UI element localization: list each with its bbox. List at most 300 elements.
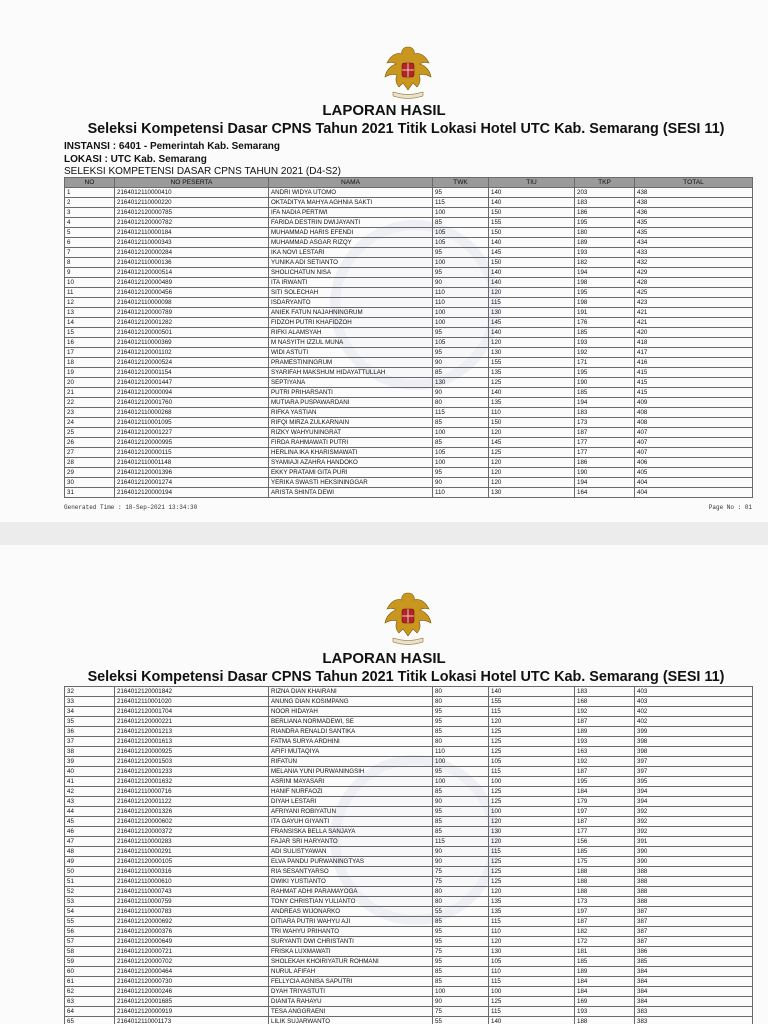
- cell-total: 436: [635, 208, 753, 218]
- cell-nama: EKKY PRATAMI GITA PURI: [269, 468, 433, 478]
- table-row: [65, 967, 753, 977]
- cell-total: 390: [635, 857, 753, 867]
- cell-no: 16: [65, 338, 115, 348]
- cell-tiu: 120: [489, 887, 575, 897]
- cell-nama: RIZKY WAHYUNINGRAT: [269, 428, 433, 438]
- cell-tkp: 185: [575, 328, 635, 338]
- table-row: [65, 1007, 753, 1017]
- cell-no-peserta: 2164012120001326: [115, 807, 269, 817]
- cell-tkp: 175: [575, 857, 635, 867]
- cell-tiu: 140: [489, 268, 575, 278]
- cell-tiu: 125: [489, 737, 575, 747]
- cell-total: 415: [635, 388, 753, 398]
- cell-nama: SHOLICHATUN NISA: [269, 268, 433, 278]
- cell-tiu: 110: [489, 408, 575, 418]
- cell-no: 30: [65, 478, 115, 488]
- table-row: [65, 727, 753, 737]
- cell-tkp: 203: [575, 188, 635, 198]
- cell-no: 17: [65, 348, 115, 358]
- cell-no-peserta: 2164012120001233: [115, 767, 269, 777]
- cell-tiu: 155: [489, 697, 575, 707]
- cell-no: 1: [65, 188, 115, 198]
- cell-tkp: 187: [575, 767, 635, 777]
- cell-total: 383: [635, 1007, 753, 1017]
- column-header-no: NO: [65, 178, 115, 188]
- cell-no-peserta: 2164012120000501: [115, 328, 269, 338]
- cell-nama: FRISKA LUXMAWATI: [269, 947, 433, 957]
- cell-tiu: 150: [489, 258, 575, 268]
- cell-no-peserta: 2164012120001122: [115, 797, 269, 807]
- cell-no-peserta: 2164012120000692: [115, 917, 269, 927]
- table-row: [65, 1017, 753, 1024]
- cell-total: 409: [635, 398, 753, 408]
- cell-nama: DIYAH LESTARI: [269, 797, 433, 807]
- cell-no: 65: [65, 1017, 115, 1024]
- cell-total: 407: [635, 438, 753, 448]
- table-row: [65, 857, 753, 867]
- cell-no: 44: [65, 807, 115, 817]
- table-row: [65, 408, 753, 418]
- cell-nama: DWIKI YUSTIANTO: [269, 877, 433, 887]
- cell-nama: TONY CHRISTIAN YULIANTO: [269, 897, 433, 907]
- cell-twk: 110: [433, 747, 489, 757]
- cell-no: 56: [65, 927, 115, 937]
- cell-twk: 105: [433, 448, 489, 458]
- cell-twk: 95: [433, 717, 489, 727]
- cell-tkp: 193: [575, 1007, 635, 1017]
- cell-twk: 110: [433, 488, 489, 498]
- cell-no: 32: [65, 687, 115, 697]
- cell-no-peserta: 2164012110001173: [115, 1017, 269, 1024]
- cell-no: 29: [65, 468, 115, 478]
- cell-nama: HERLINA IKA KHARISMAWATI: [269, 448, 433, 458]
- table-row: [65, 258, 753, 268]
- table-row: [65, 937, 753, 947]
- cell-total: 425: [635, 288, 753, 298]
- cell-total: 421: [635, 308, 753, 318]
- cell-nama: ISDARYANTO: [269, 298, 433, 308]
- cell-total: 435: [635, 228, 753, 238]
- cell-no-peserta: 2164012120000785: [115, 208, 269, 218]
- cell-tkp: 183: [575, 408, 635, 418]
- table-row: [65, 977, 753, 987]
- cell-tiu: 100: [489, 807, 575, 817]
- cell-twk: 85: [433, 977, 489, 987]
- cell-no-peserta: 2164012110000743: [115, 887, 269, 897]
- report-page-2: [0, 545, 768, 1024]
- cell-tiu: 145: [489, 318, 575, 328]
- column-header-tiu: TIU: [489, 178, 575, 188]
- cell-no: 18: [65, 358, 115, 368]
- cell-total: 417: [635, 348, 753, 358]
- cell-tkp: 183: [575, 198, 635, 208]
- results-table: [64, 177, 753, 498]
- cell-nama: ARISTA SHINTA DEWI: [269, 488, 433, 498]
- cell-twk: 75: [433, 947, 489, 957]
- cell-no: 33: [65, 697, 115, 707]
- cell-no: 60: [65, 967, 115, 977]
- cell-no: 25: [65, 428, 115, 438]
- cell-nama: WIDI ASTUTI: [269, 348, 433, 358]
- cell-tkp: 188: [575, 867, 635, 877]
- cell-no-peserta: 2164012110000268: [115, 408, 269, 418]
- cell-no: 57: [65, 937, 115, 947]
- table-row: [65, 378, 753, 388]
- cell-twk: 85: [433, 967, 489, 977]
- cell-tiu: 120: [489, 817, 575, 827]
- table-row: [65, 238, 753, 248]
- cell-total: 388: [635, 887, 753, 897]
- cell-no: 15: [65, 328, 115, 338]
- cell-no-peserta: 2164012120000730: [115, 977, 269, 987]
- cell-total: 438: [635, 198, 753, 208]
- results-table: [64, 686, 753, 1024]
- cell-no: 39: [65, 757, 115, 767]
- cell-total: 384: [635, 987, 753, 997]
- cell-tiu: 140: [489, 278, 575, 288]
- cell-twk: 80: [433, 897, 489, 907]
- cell-twk: 80: [433, 887, 489, 897]
- cell-twk: 100: [433, 777, 489, 787]
- cell-total: 428: [635, 278, 753, 288]
- cell-tkp: 156: [575, 837, 635, 847]
- cell-tiu: 140: [489, 1017, 575, 1024]
- cell-nama: SEPTIYANA: [269, 378, 433, 388]
- cell-no: 14: [65, 318, 115, 328]
- table-row: [65, 927, 753, 937]
- cell-no: 11: [65, 288, 115, 298]
- cell-tkp: 182: [575, 927, 635, 937]
- cell-tiu: 125: [489, 747, 575, 757]
- cell-total: 388: [635, 867, 753, 877]
- cell-no-peserta: 2164012110001020: [115, 697, 269, 707]
- cell-tiu: 120: [489, 458, 575, 468]
- cell-no: 46: [65, 827, 115, 837]
- table-row: [65, 847, 753, 857]
- table-row: [65, 448, 753, 458]
- cell-tiu: 100: [489, 987, 575, 997]
- cell-tkp: 193: [575, 737, 635, 747]
- cell-nama: LILIK SUJARWANTO: [269, 1017, 433, 1024]
- cell-total: 423: [635, 298, 753, 308]
- cell-twk: 85: [433, 368, 489, 378]
- cell-no: 12: [65, 298, 115, 308]
- cell-twk: 85: [433, 817, 489, 827]
- cell-no-peserta: 2164012120001274: [115, 478, 269, 488]
- cell-no-peserta: 2164012120000995: [115, 438, 269, 448]
- cell-nama: DITIARA PUTRI WAHYU AJI: [269, 917, 433, 927]
- cell-tkp: 173: [575, 897, 635, 907]
- cell-no: 54: [65, 907, 115, 917]
- cell-tiu: 120: [489, 468, 575, 478]
- cell-nama: SHOLEKAH KHOIRIYATUR ROHMANI: [269, 957, 433, 967]
- cell-no-peserta: 2164012120000514: [115, 268, 269, 278]
- cell-tkp: 164: [575, 488, 635, 498]
- cell-twk: 115: [433, 837, 489, 847]
- cell-total: 407: [635, 448, 753, 458]
- cell-no: 20: [65, 378, 115, 388]
- cell-twk: 100: [433, 258, 489, 268]
- cell-tiu: 155: [489, 358, 575, 368]
- cell-no-peserta: 2164012120000194: [115, 488, 269, 498]
- cell-no-peserta: 2164012110000610: [115, 877, 269, 887]
- table-row: [65, 947, 753, 957]
- table-row: [65, 348, 753, 358]
- cell-tkp: 179: [575, 797, 635, 807]
- table-row: [65, 198, 753, 208]
- table-row: [65, 717, 753, 727]
- cell-total: 408: [635, 408, 753, 418]
- cell-twk: 90: [433, 478, 489, 488]
- cell-no-peserta: 2164012120001685: [115, 997, 269, 1007]
- cell-no: 3: [65, 208, 115, 218]
- cell-no: 19: [65, 368, 115, 378]
- report-subtitle: Seleksi Kompetensi Dasar CPNS Tahun 2021 Titik Lokasi Hotel UTC Kab. Semarang (SESI 11): [87, 121, 725, 137]
- cell-tkp: 181: [575, 947, 635, 957]
- cell-total: 406: [635, 458, 753, 468]
- table-row: [65, 308, 753, 318]
- cell-tiu: 130: [489, 947, 575, 957]
- cell-tiu: 115: [489, 707, 575, 717]
- cell-nama: NOOR HIDAYAH: [269, 707, 433, 717]
- cell-twk: 95: [433, 957, 489, 967]
- cell-tkp: 188: [575, 1017, 635, 1024]
- cell-no: 53: [65, 897, 115, 907]
- table-header-row: [65, 178, 753, 188]
- cell-no-peserta: 2164012120001447: [115, 378, 269, 388]
- table-row: [65, 687, 753, 697]
- cell-tkp: 198: [575, 278, 635, 288]
- cell-tkp: 192: [575, 757, 635, 767]
- cell-tkp: 163: [575, 747, 635, 757]
- cell-no: 36: [65, 727, 115, 737]
- cell-no-peserta: 2164012120000376: [115, 927, 269, 937]
- cell-no: 21: [65, 388, 115, 398]
- table-row: [65, 318, 753, 328]
- cell-no-peserta: 2164012110000343: [115, 238, 269, 248]
- cell-total: 397: [635, 767, 753, 777]
- cell-tkp: 195: [575, 288, 635, 298]
- cell-no: 47: [65, 837, 115, 847]
- cell-no-peserta: 2164012120000464: [115, 967, 269, 977]
- cell-no-peserta: 2164012120001282: [115, 318, 269, 328]
- table-row: [65, 208, 753, 218]
- cell-no-peserta: 2164012120001213: [115, 727, 269, 737]
- cell-tkp: 195: [575, 777, 635, 787]
- cell-tiu: 140: [489, 388, 575, 398]
- cell-nama: YUNIKA ADI SETIANTO: [269, 258, 433, 268]
- cell-total: 432: [635, 258, 753, 268]
- cell-no-peserta: 2164012120000524: [115, 358, 269, 368]
- cell-nama: AFRIYANI ROBIYATUN: [269, 807, 433, 817]
- cell-nama: PRAMESTININGRUM: [269, 358, 433, 368]
- cell-nama: TRI WAHYU PRIHANTO: [269, 927, 433, 937]
- cell-no-peserta: 2164012110000283: [115, 837, 269, 847]
- cell-twk: 95: [433, 707, 489, 717]
- cell-tkp: 197: [575, 807, 635, 817]
- cell-no: 38: [65, 747, 115, 757]
- cell-tkp: 194: [575, 478, 635, 488]
- cell-tkp: 190: [575, 468, 635, 478]
- cell-nama: PUTRI PRIHARSANTI: [269, 388, 433, 398]
- cell-twk: 85: [433, 827, 489, 837]
- table-row: [65, 488, 753, 498]
- cell-twk: 75: [433, 867, 489, 877]
- table-row: [65, 298, 753, 308]
- cell-twk: 100: [433, 987, 489, 997]
- cell-tiu: 130: [489, 488, 575, 498]
- cell-total: 403: [635, 687, 753, 697]
- instansi-label: INSTANSI : 6401 - Pemerintah Kab. Semarang: [64, 141, 280, 152]
- cell-tiu: 130: [489, 827, 575, 837]
- cell-twk: 110: [433, 298, 489, 308]
- cell-tiu: 125: [489, 867, 575, 877]
- cell-no: 63: [65, 997, 115, 1007]
- cell-no-peserta: 2164012120000919: [115, 1007, 269, 1017]
- cell-nama: MELANIA YUNI PURWANINGSIH: [269, 767, 433, 777]
- cell-no-peserta: 2164012120000702: [115, 957, 269, 967]
- cell-no-peserta: 2164012110000410: [115, 188, 269, 198]
- cell-nama: DYAH TRIYASTUTI: [269, 987, 433, 997]
- cell-no-peserta: 2164012120000115: [115, 448, 269, 458]
- cell-nama: FATMA SURYA ARDHINI: [269, 737, 433, 747]
- cell-tiu: 140: [489, 687, 575, 697]
- cell-total: 402: [635, 717, 753, 727]
- cell-no-peserta: 2164012120001704: [115, 707, 269, 717]
- cell-total: 433: [635, 248, 753, 258]
- cell-no: 37: [65, 737, 115, 747]
- cell-no: 24: [65, 418, 115, 428]
- cell-tkp: 182: [575, 258, 635, 268]
- cell-no-peserta: 2164012120000372: [115, 827, 269, 837]
- cell-total: 408: [635, 418, 753, 428]
- cell-twk: 115: [433, 198, 489, 208]
- column-header-total: TOTAL: [635, 178, 753, 188]
- table-row: [65, 867, 753, 877]
- cell-twk: 55: [433, 907, 489, 917]
- cell-no: 23: [65, 408, 115, 418]
- cell-total: 421: [635, 318, 753, 328]
- cell-no-peserta: 2164012110000759: [115, 897, 269, 907]
- cell-tiu: 135: [489, 398, 575, 408]
- cell-twk: 80: [433, 398, 489, 408]
- cell-no-peserta: 2164012110000783: [115, 907, 269, 917]
- cell-nama: ANUNG DIAN KOSIMPANG: [269, 697, 433, 707]
- cell-total: 397: [635, 757, 753, 767]
- cell-tiu: 120: [489, 717, 575, 727]
- cell-nama: FIRDA RAHMAWATI PUTRI: [269, 438, 433, 448]
- table-row: [65, 987, 753, 997]
- table-row: [65, 328, 753, 338]
- cell-twk: 100: [433, 208, 489, 218]
- cell-tiu: 135: [489, 368, 575, 378]
- cell-no-peserta: 2164012120000094: [115, 388, 269, 398]
- cell-nama: ITA GAYUH GIYANTI: [269, 817, 433, 827]
- cell-no-peserta: 2164012120000284: [115, 248, 269, 258]
- table-row: [65, 248, 753, 258]
- table-row: [65, 218, 753, 228]
- cell-twk: 100: [433, 428, 489, 438]
- cell-tiu: 140: [489, 188, 575, 198]
- cell-no-peserta: 2164012120000649: [115, 937, 269, 947]
- cell-tiu: 125: [489, 787, 575, 797]
- cell-twk: 115: [433, 408, 489, 418]
- cell-tkp: 193: [575, 338, 635, 348]
- cell-twk: 100: [433, 458, 489, 468]
- cell-total: 392: [635, 817, 753, 827]
- report-subtitle: Seleksi Kompetensi Dasar CPNS Tahun 2021 Titik Lokasi Hotel UTC Kab. Semarang (SESI 11): [87, 669, 725, 685]
- cell-total: 405: [635, 468, 753, 478]
- cell-tkp: 185: [575, 847, 635, 857]
- table-row: [65, 338, 753, 348]
- cell-twk: 95: [433, 937, 489, 947]
- cell-tkp: 185: [575, 957, 635, 967]
- cell-tkp: 188: [575, 877, 635, 887]
- cell-tiu: 115: [489, 1007, 575, 1017]
- cell-no-peserta: 2164012110000136: [115, 258, 269, 268]
- table-row: [65, 797, 753, 807]
- cell-tiu: 125: [489, 448, 575, 458]
- cell-no: 28: [65, 458, 115, 468]
- table-row: [65, 827, 753, 837]
- table-row: [65, 837, 753, 847]
- cell-twk: 95: [433, 767, 489, 777]
- cell-tiu: 140: [489, 328, 575, 338]
- cell-twk: 55: [433, 1017, 489, 1024]
- cell-nama: MUHAMMAD ASGAR RIZQY: [269, 238, 433, 248]
- table-row: [65, 418, 753, 428]
- cell-total: 402: [635, 707, 753, 717]
- cell-twk: 75: [433, 1007, 489, 1017]
- cell-twk: 75: [433, 877, 489, 887]
- table-row: [65, 228, 753, 238]
- cell-tiu: 125: [489, 857, 575, 867]
- cell-tiu: 115: [489, 767, 575, 777]
- cell-twk: 90: [433, 997, 489, 1007]
- cell-total: 404: [635, 488, 753, 498]
- cell-nama: ASRINI MAYASARI: [269, 777, 433, 787]
- table-row: [65, 268, 753, 278]
- garuda-emblem-icon: [381, 589, 435, 647]
- cell-tiu: 105: [489, 757, 575, 767]
- cell-tkp: 172: [575, 937, 635, 947]
- cell-no: 2: [65, 198, 115, 208]
- cell-nama: RIFATUN: [269, 757, 433, 767]
- cell-nama: M NASYITH IZZUL MUNA: [269, 338, 433, 348]
- cell-no-peserta: 2164012110000291: [115, 847, 269, 857]
- cell-tkp: 169: [575, 997, 635, 1007]
- table-row: [65, 468, 753, 478]
- cell-tiu: 135: [489, 907, 575, 917]
- cell-nama: RIZNA DIAN KHAIRANI: [269, 687, 433, 697]
- cell-no: 45: [65, 817, 115, 827]
- cell-no-peserta: 2164012120001760: [115, 398, 269, 408]
- cell-nama: OKTADITYA MAHYA AGHNIA SAKTI: [269, 198, 433, 208]
- cell-tkp: 191: [575, 308, 635, 318]
- cell-no: 22: [65, 398, 115, 408]
- seleksi-label: SELEKSI KOMPETENSI DASAR CPNS TAHUN 2021 (D4-S2): [64, 166, 341, 177]
- cell-no: 62: [65, 987, 115, 997]
- table-row: [65, 907, 753, 917]
- cell-tkp: 189: [575, 967, 635, 977]
- cell-nama: RAHMAT ADHI PARAMAYOGA: [269, 887, 433, 897]
- cell-no-peserta: 2164012120001503: [115, 757, 269, 767]
- lokasi-label: LOKASI : UTC Kab. Semarang: [64, 154, 207, 165]
- table-row: [65, 777, 753, 787]
- cell-twk: 90: [433, 358, 489, 368]
- cell-tkp: 184: [575, 787, 635, 797]
- cell-no-peserta: 2164012120001227: [115, 428, 269, 438]
